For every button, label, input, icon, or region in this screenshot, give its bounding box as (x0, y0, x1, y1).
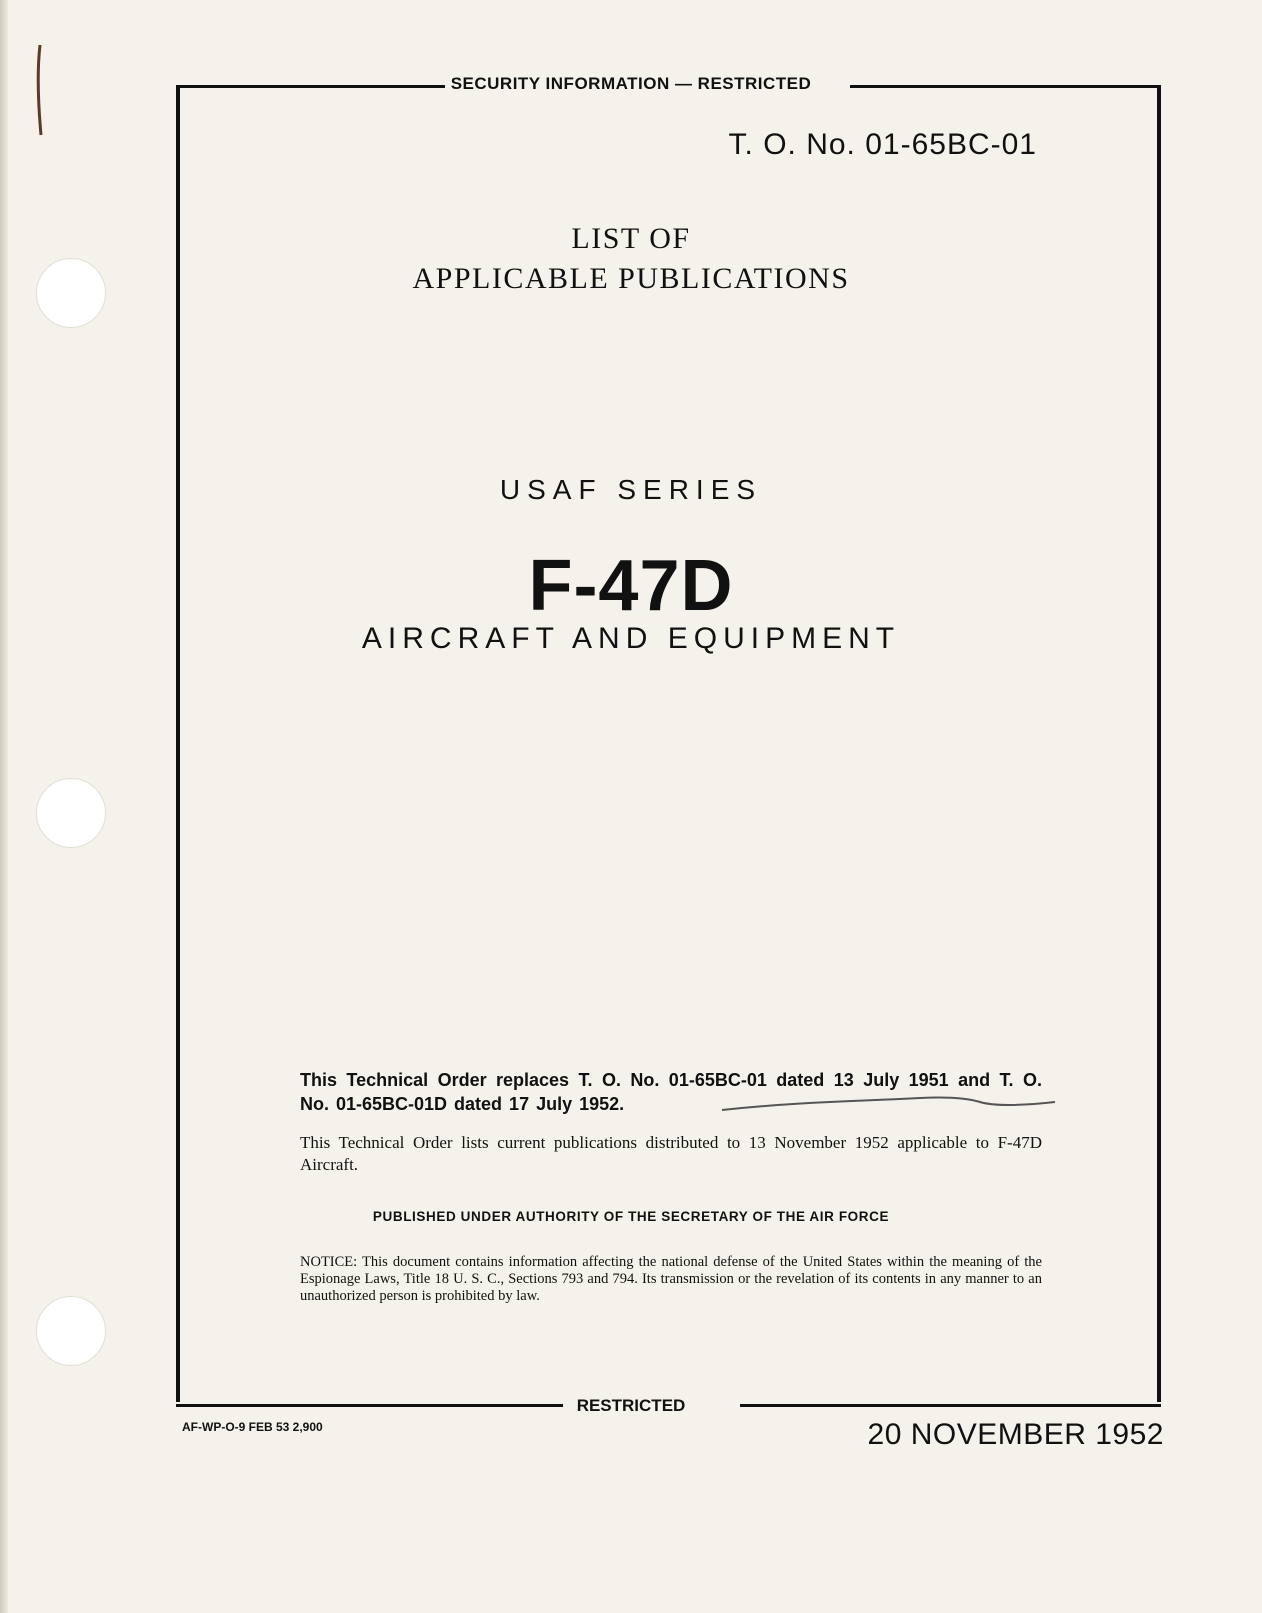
security-label: SECURITY INFORMATION — RESTRICTED (445, 74, 818, 93)
security-notice: NOTICE: This document contains information affecting the national defense of the United States within the meaning of the Espionage Laws, Title 18 U. S. C., Sections 793 and 794. Its transmission or the revelation of its contents in any manner to an unauthorized person is prohibited by law. (300, 1254, 1042, 1304)
authority-statement: PUBLISHED UNDER AUTHORITY OF THE SECRETARY OF THE AIR FORCE (372, 1209, 890, 1224)
security-header (0, 74, 1262, 94)
publication-date: 20 NOVEMBER 1952 (867, 1418, 1164, 1451)
technical-order-number: T. O. No. 01-65BC-01 (728, 128, 1037, 161)
aircraft-series: USAF SERIES (499, 474, 763, 505)
replaces-note: This Technical Order replaces T. O. No. 01-65BC-01 dated 13 July 1951 and T. O. No. 01-65BC-01D dated 17 July 1952. (300, 1070, 1042, 1114)
punch-hole-bottom (36, 1296, 106, 1366)
title-line-1: LIST OF (571, 222, 691, 255)
aircraft-subtitle: AIRCRAFT AND EQUIPMENT (361, 622, 901, 655)
footer-restricted (0, 1396, 1262, 1416)
punch-hole-middle (36, 778, 106, 848)
pen-underline (720, 1090, 1060, 1120)
title-line-2: APPLICABLE PUBLICATIONS (412, 262, 850, 295)
aircraft-model: F-47D (528, 546, 734, 626)
lists-note: This Technical Order lists current publications distributed to 13 November 1952 applicable to F-47D Aircraft. (300, 1133, 1042, 1174)
print-code: AF-WP-O-9 FEB 53 2,900 (182, 1420, 323, 1434)
restricted-label: RESTRICTED (563, 1396, 700, 1415)
